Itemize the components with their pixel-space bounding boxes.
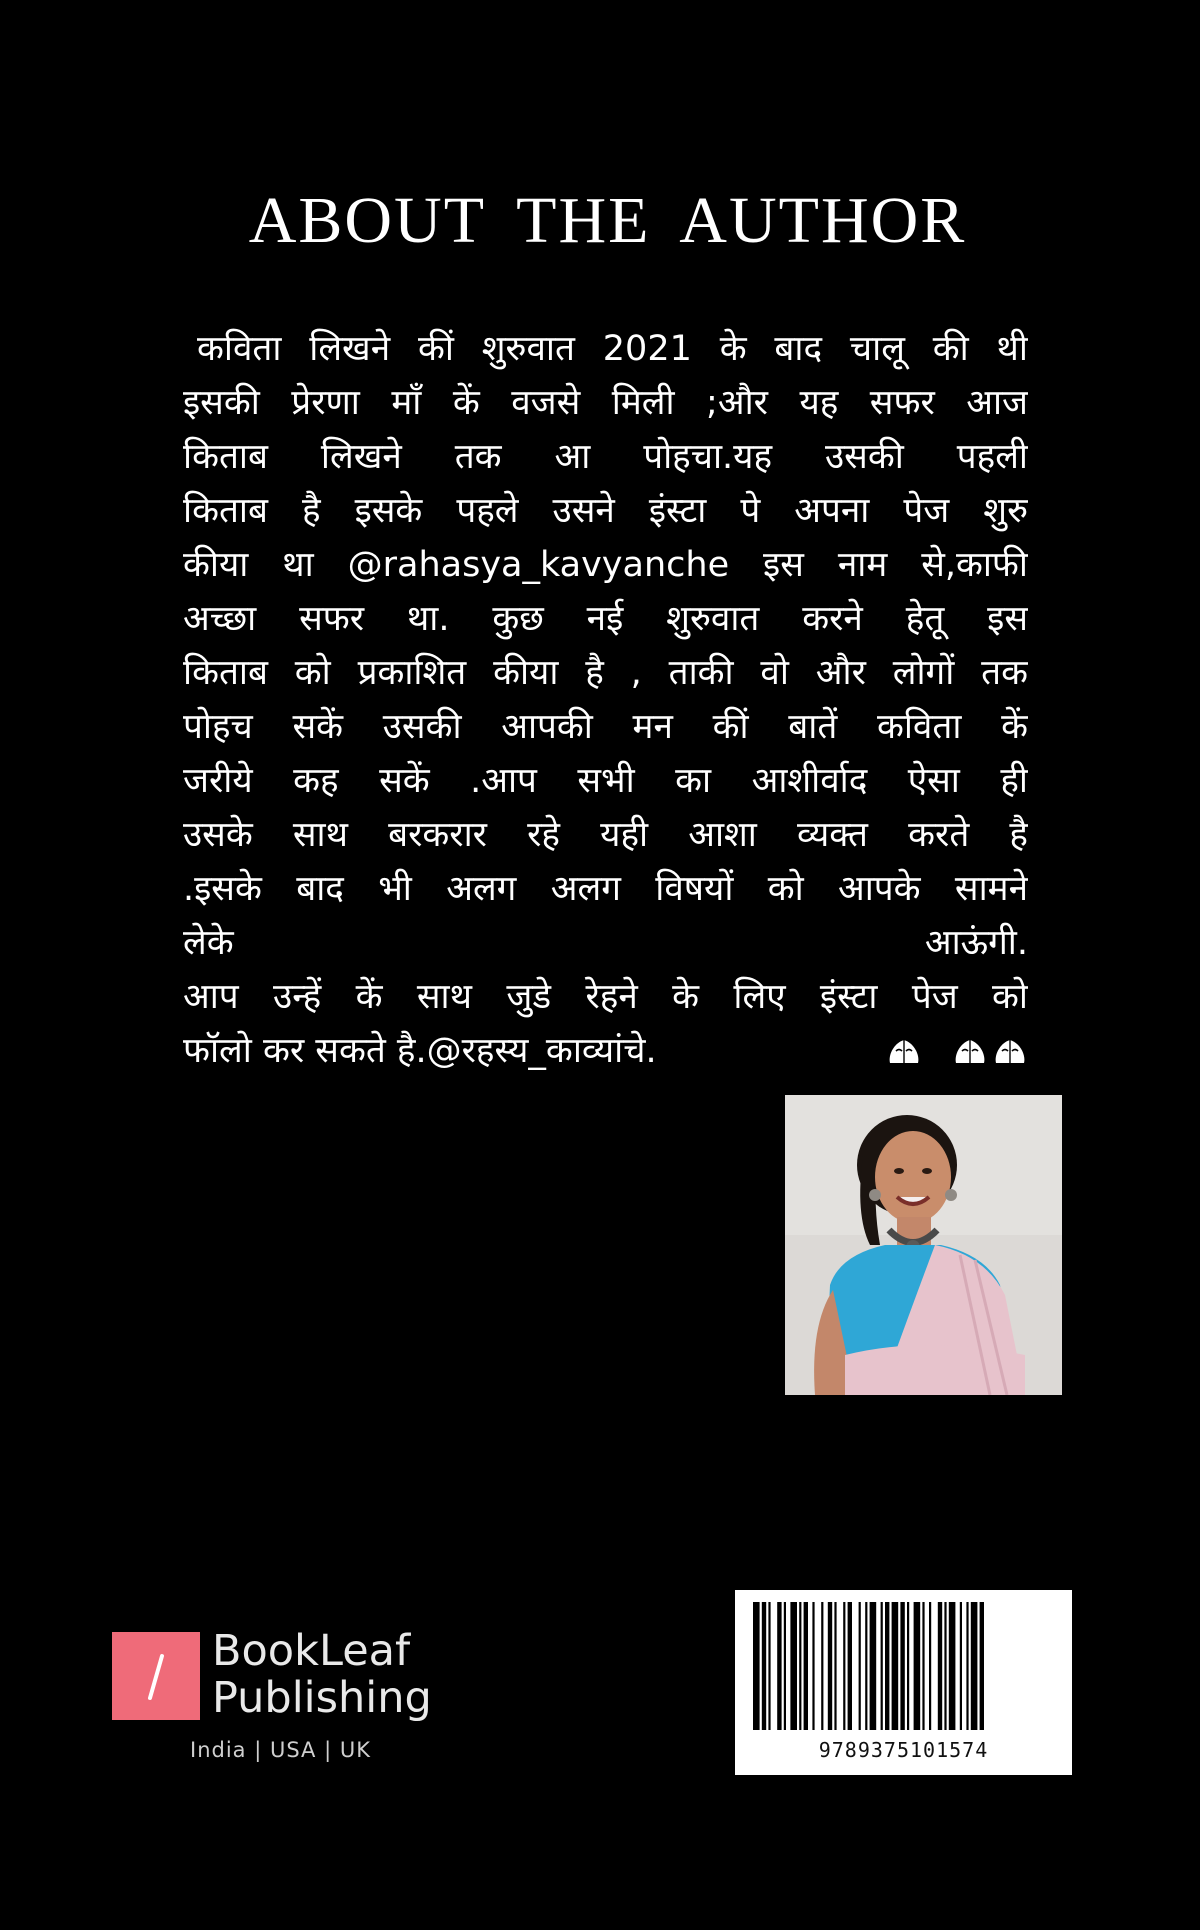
barcode-bar [768, 1602, 770, 1730]
barcode-bar [949, 1602, 956, 1730]
barcode-bar [799, 1602, 801, 1730]
barcode-bar [859, 1602, 861, 1730]
author-photo [785, 1095, 1062, 1395]
barcode-bar [843, 1602, 845, 1730]
barcode-bar [922, 1602, 924, 1730]
bio-line: किताब लिखने तक आ पोहचा.यह उसकी पहली [183, 437, 1028, 477]
barcode-bar [834, 1602, 836, 1730]
bio-handle-line [183, 1024, 1028, 1078]
instagram-handle-text: फॉलो कर सकते है.@रहस्य_काव्यांचे. [183, 1031, 657, 1071]
bio-line: लेके आऊंगी. [183, 923, 1028, 963]
barcode-bar [753, 1602, 760, 1730]
barcode-bar [914, 1602, 921, 1730]
bio-line: उसके साथ बरकरार रहे यही आशा व्यक्त करते है [183, 815, 1028, 855]
barcode-bar [821, 1602, 823, 1730]
bio-line: .इसके बाद भी अलग अलग विषयों को आपके सामने [183, 869, 1028, 909]
barcode-bar [762, 1602, 766, 1730]
publisher-countries: India | USA | UK [190, 1738, 371, 1762]
barcode-bar [971, 1602, 978, 1730]
bio-line: आप उन्हें कें साथ जुडे रेहने के लिए इंस्टा पेज को [183, 977, 1028, 1017]
bio-line: कीया था @rahasya_kavyanche इस नाम से,काफी [183, 545, 1028, 585]
bio-line: किताब को प्रकाशित कीया है , ताकी वो और लोगों तक [183, 653, 1028, 693]
publisher-name-line2: Publishing [212, 1673, 432, 1723]
emoji-group [886, 1037, 1028, 1065]
publisher-name [212, 1628, 432, 1722]
barcode-bar [865, 1602, 867, 1730]
barcode-bars [735, 1590, 1072, 1735]
barcode-bar [960, 1602, 962, 1730]
barcode-bar [870, 1602, 877, 1730]
publisher-name-line1: BookLeaf [212, 1626, 411, 1676]
barcode-bar [790, 1602, 797, 1730]
barcode-bar [944, 1602, 946, 1730]
barcode-bar [929, 1602, 931, 1730]
folded-hands-icon [886, 1037, 922, 1065]
author-portrait-image [785, 1095, 1062, 1395]
barcode-bar [828, 1602, 832, 1730]
emoji-pair [952, 1037, 1028, 1065]
bio-line: कविता लिखने कीं शुरुवात 2021 के बाद चालू की थी [197, 329, 1028, 369]
publisher-logo-mark [112, 1632, 200, 1720]
isbn-barcode [735, 1590, 1072, 1775]
bio-line: पोहच सकें उसकी आपकी मन कीं बातें कविता कें [183, 707, 1028, 747]
barcode-bar [900, 1602, 904, 1730]
barcode-bar [777, 1602, 781, 1730]
page-title: ABOUT THE AUTHOR [248, 184, 967, 257]
bio-line: जरीये कह सकें .आप सभी का आशीर्वाद ऐसा ही [183, 761, 1028, 801]
barcode-bar [885, 1602, 889, 1730]
barcode-bar [812, 1602, 814, 1730]
isbn-number: 9789375101574 [818, 1738, 989, 1762]
barcode-bar [938, 1602, 942, 1730]
barcode-bar [907, 1602, 909, 1730]
author-bio [183, 322, 1028, 1078]
slash-icon [112, 1632, 200, 1720]
barcode-bar [848, 1602, 852, 1730]
bio-line: अच्छा सफर था. कुछ नई शुरुवात करने हेतू इस [183, 599, 1028, 639]
bio-line: इसकी प्रेरणा माँ कें वजसे मिली ;और यह सफर आज [183, 383, 1028, 423]
folded-hands-icon [992, 1037, 1028, 1065]
barcode-bar [966, 1602, 968, 1730]
bio-line: किताब है इसके पहले उसने इंस्टा पे अपना पेज शुरु [183, 491, 1028, 531]
barcode-bar [784, 1602, 786, 1730]
barcode-bar [804, 1602, 808, 1730]
barcode-bar [881, 1602, 883, 1730]
barcode-bar [980, 1602, 984, 1730]
folded-hands-icon [952, 1037, 988, 1065]
barcode-bar [892, 1602, 899, 1730]
